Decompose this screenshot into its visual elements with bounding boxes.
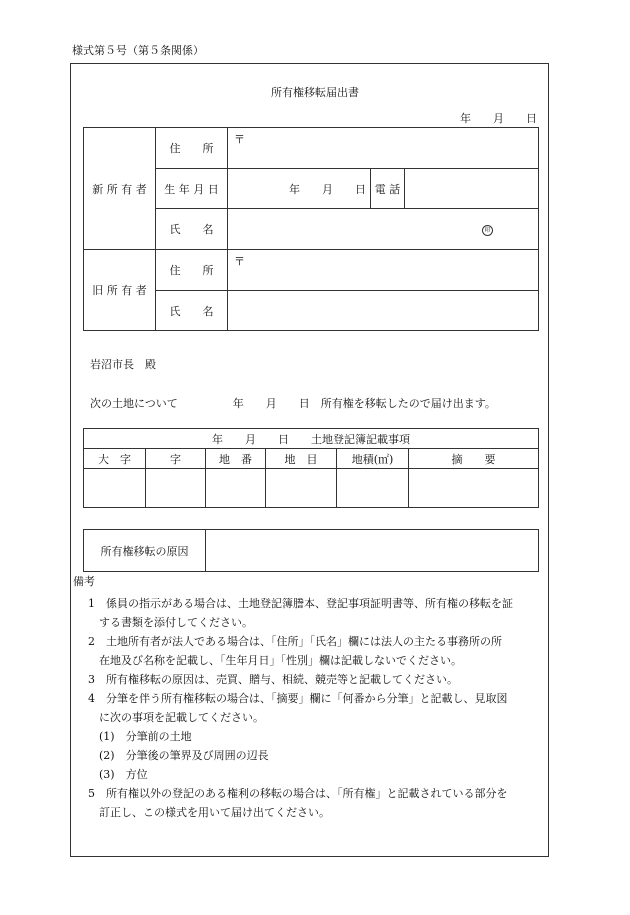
new-owner-birthdate-label: 生 年 月 日	[156, 169, 228, 209]
new-owner-label: 新 所 有 者	[84, 128, 156, 250]
notes-heading: 備考	[73, 575, 95, 588]
column-aza: 字	[146, 449, 206, 469]
note-line: 1 係員の指示がある場合は、土地登記簿謄本、登記事項証明書等、所有権の移転を証	[88, 597, 513, 610]
statement: 次の土地について 年 月 日 所有権を移転したので届け出ます。	[90, 397, 496, 410]
note-line: に次の事項を記載してください。	[88, 711, 264, 724]
land-table	[83, 428, 539, 508]
new-owner-phone-label: 電 話	[371, 169, 405, 209]
new-owner-name-field[interactable]	[228, 209, 539, 250]
new-owner-address-field[interactable]	[228, 128, 539, 169]
cause-field[interactable]	[206, 530, 539, 572]
cell-remarks[interactable]	[409, 469, 539, 508]
postal-mark: 〒	[234, 133, 245, 146]
cell-oaza[interactable]	[84, 469, 146, 508]
form-title: 所有権移転届出書	[271, 86, 359, 99]
addressee: 岩沼市長 殿	[90, 358, 156, 371]
submission-date: 年 月 日	[460, 112, 537, 125]
note-line: 5 所有権以外の登記のある権利の移転の場合は、「所有権」と記載されている部分を	[88, 787, 508, 800]
cause-table	[83, 529, 539, 572]
column-lot-number: 地 番	[206, 449, 266, 469]
old-owner-label: 旧 所 有 者	[84, 250, 156, 331]
cell-land-category[interactable]	[266, 469, 337, 508]
note-line: (2) 分筆後の筆界及び周囲の辺長	[88, 749, 269, 762]
seal-icon: 印	[482, 225, 493, 236]
new-owner-name-label: 氏 名	[156, 209, 228, 250]
column-area: 地積(㎡)	[337, 449, 409, 469]
column-oaza: 大 字	[84, 449, 146, 469]
cell-lot-number[interactable]	[206, 469, 266, 508]
owners-table	[83, 127, 539, 331]
new-owner-phone-field[interactable]	[405, 169, 539, 209]
cell-area[interactable]	[337, 469, 409, 508]
old-owner-name-label: 氏 名	[156, 291, 228, 331]
column-land-category: 地 目	[266, 449, 337, 469]
note-line: 3 所有権移転の原因は、売買、贈与、相続、競売等と記載してください。	[88, 673, 458, 686]
new-owner-address-label: 住 所	[156, 128, 228, 169]
form-label: 様式第５号（第５条関係）	[72, 44, 204, 57]
old-owner-name-field[interactable]	[228, 291, 539, 331]
cell-aza[interactable]	[146, 469, 206, 508]
old-owner-address-field[interactable]	[228, 250, 539, 291]
note-line: (3) 方位	[88, 768, 148, 781]
new-owner-birthdate-field[interactable]: 年 月 日	[228, 169, 371, 209]
note-line: 2 土地所有者が法人である場合は、「住所」「氏名」欄には法人の主たる事務所の所	[88, 635, 502, 648]
note-line: 在地及び名称を記載し、「生年月日」「性別」欄は記載しないでください。	[88, 654, 462, 667]
postal-mark: 〒	[234, 255, 245, 268]
old-owner-address-label: 住 所	[156, 250, 228, 291]
cause-label: 所有権移転の原因	[84, 530, 206, 572]
note-line: 訂正し、この様式を用いて届け出てください。	[88, 806, 330, 819]
column-remarks: 摘 要	[409, 449, 539, 469]
note-line: する書類を添付してください。	[88, 616, 253, 629]
notes-list	[88, 594, 513, 822]
land-table-header: 年 月 日 土地登記簿記載事項	[84, 429, 539, 449]
note-line: 4 分筆を伴う所有権移転の場合は、「摘要」欄に「何番から分筆」と記載し、見取図	[88, 692, 508, 705]
note-line: (1) 分筆前の土地	[88, 730, 192, 743]
